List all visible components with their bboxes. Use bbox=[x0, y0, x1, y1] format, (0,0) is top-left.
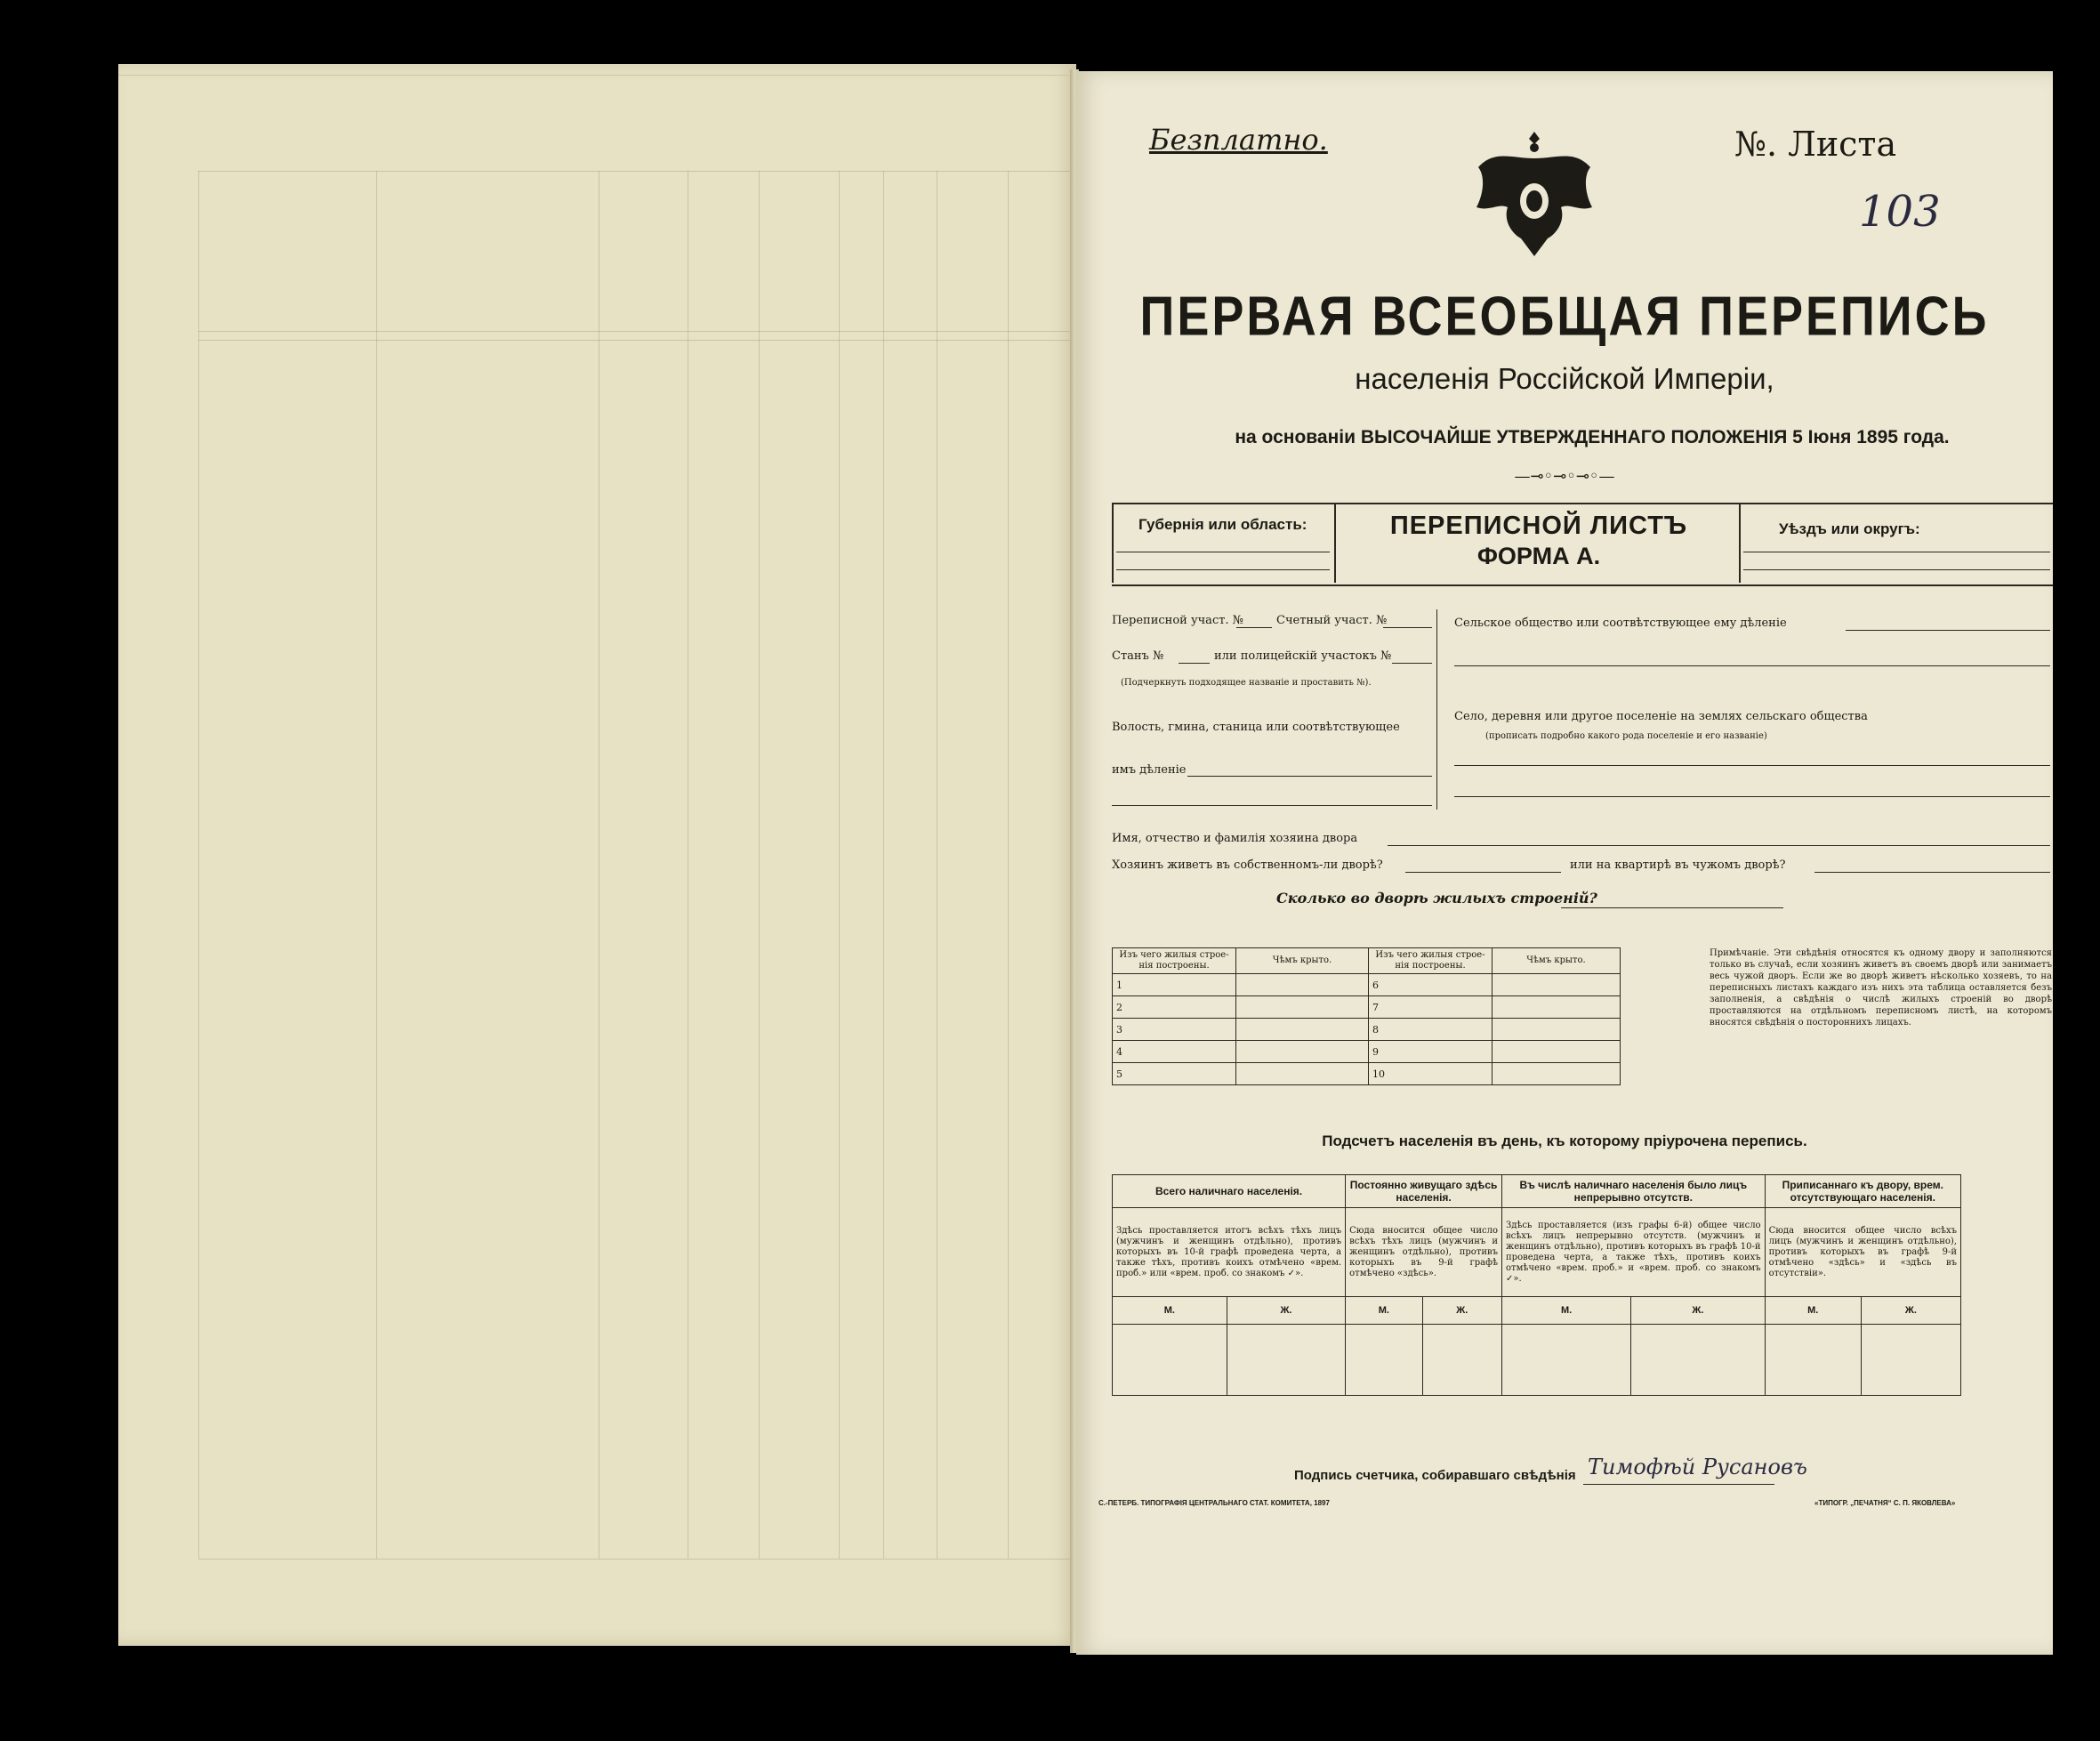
or-apartment-field[interactable] bbox=[1814, 872, 2050, 873]
male-header: М. bbox=[1346, 1297, 1422, 1325]
imperial-eagle-icon bbox=[1468, 123, 1601, 265]
stan-label: Станъ № bbox=[1112, 649, 1164, 663]
village-field-2[interactable] bbox=[1454, 796, 2050, 797]
male-header: М. bbox=[1765, 1297, 1861, 1325]
box-rule bbox=[1334, 503, 1336, 583]
col-what-header: Изъ чего жилыя строе-нія построены. bbox=[1113, 948, 1236, 974]
row-num: 10 bbox=[1369, 1063, 1493, 1085]
ghost-rule bbox=[376, 171, 377, 1559]
ornament-divider: —⊸◦⊸◦⊸◦— bbox=[1514, 467, 1615, 486]
row-num: 9 bbox=[1369, 1041, 1493, 1063]
form-variant: ФОРМА А. bbox=[1476, 543, 1601, 569]
counting-section-field[interactable] bbox=[1383, 627, 1432, 628]
male-header: М. bbox=[1113, 1297, 1227, 1325]
count-col-2-head: Постоянно живущаго здѣсь населенія. bbox=[1346, 1175, 1502, 1208]
police-section-field[interactable] bbox=[1392, 663, 1432, 664]
roof-cell[interactable] bbox=[1493, 1019, 1621, 1041]
count-col-4-head: Приписаннаго къ двору, врем. отсутствующаго населенія. bbox=[1765, 1175, 1960, 1208]
count-cell[interactable] bbox=[1346, 1325, 1422, 1396]
row-num: 7 bbox=[1369, 996, 1493, 1019]
ghost-rule bbox=[198, 171, 199, 1559]
census-section-label: Переписной участ. № bbox=[1112, 614, 1243, 627]
col-what-header-2: Изъ чего жилыя строе-нія построены. bbox=[1369, 948, 1493, 974]
gubernia-field-2[interactable] bbox=[1116, 569, 1330, 570]
left-page bbox=[118, 64, 1076, 1646]
count-table bbox=[1112, 1174, 1961, 1396]
signature-value: Тимофѣй Русановъ bbox=[1588, 1455, 1807, 1479]
printer-right: «ТИПОГР. „ПЕЧАТНЯ“ С. П. ЯКОВЛЕВА» bbox=[1814, 1499, 1956, 1507]
signature-field[interactable] bbox=[1583, 1484, 1774, 1485]
rural-society-field-2[interactable] bbox=[1454, 665, 2050, 666]
count-cell[interactable] bbox=[1502, 1325, 1631, 1396]
row-num: 6 bbox=[1369, 974, 1493, 996]
count-col-1-head: Всего наличнаго населенія. bbox=[1113, 1175, 1346, 1208]
count-cell[interactable] bbox=[1422, 1325, 1501, 1396]
female-header: Ж. bbox=[1861, 1297, 1960, 1325]
buildings-table bbox=[1112, 947, 1621, 1085]
roof-cell[interactable] bbox=[1236, 974, 1369, 996]
col-roof-header-2: Чѣмъ крыто. bbox=[1493, 948, 1621, 974]
volost-field[interactable] bbox=[1187, 776, 1432, 777]
sheet-number-value: 103 bbox=[1859, 187, 1941, 237]
roof-cell[interactable] bbox=[1493, 996, 1621, 1019]
sheet-number-label: №. Листа bbox=[1734, 125, 1897, 164]
row-num: 2 bbox=[1113, 996, 1236, 1019]
ghost-rule bbox=[1008, 171, 1009, 1559]
count-cell[interactable] bbox=[1113, 1325, 1227, 1396]
rural-society-label: Сельское общество или соотвѣтствующее ему дѣленіе bbox=[1454, 617, 1787, 630]
police-section-label: или полицейскій участокъ № bbox=[1214, 649, 1392, 663]
printer-left: С.-ПЕТЕРБ. ТИПОГРАФІЯ ЦЕНТРАЛЬНАГО СТАТ. КОМИТЕТА, 1897 bbox=[1098, 1499, 1330, 1507]
signature-label: Подпись счетчика, собиравшаго свѣдѣнія bbox=[1294, 1468, 1576, 1483]
count-title: Подсчетъ населенія въ день, къ которому пріурочена перепись. bbox=[1322, 1132, 1807, 1149]
volost-field-2[interactable] bbox=[1112, 805, 1432, 806]
roof-cell[interactable] bbox=[1236, 996, 1369, 1019]
ghost-rule bbox=[883, 171, 884, 1559]
count-col-3-desc: Здѣсь проставляется (изъ графы 6-й) общее число всѣхъ лицъ непрерывно отсутств. (мужчинъ и женщинъ отдѣльно), противъ которыхъ въ графѣ 10-й проведена черта, а также тѣхъ, противъ коихъ отмѣчено «врем. проб.» и «врем. проб. со знакомъ ✓». bbox=[1502, 1208, 1766, 1297]
census-basis: на основаніи ВЫСОЧАЙШЕ УТВЕРЖДЕННАГО ПОЛОЖЕНІЯ 5 Іюня 1895 года. bbox=[1235, 427, 1950, 447]
form-title: ПЕРЕПИСНОЙ ЛИСТЪ bbox=[1389, 512, 1688, 540]
roof-cell[interactable] bbox=[1236, 1041, 1369, 1063]
count-cell[interactable] bbox=[1861, 1325, 1960, 1396]
counting-section-label: Счетный участ. № bbox=[1276, 614, 1388, 627]
ghost-rule bbox=[839, 171, 840, 1559]
roof-cell[interactable] bbox=[1493, 1041, 1621, 1063]
count-col-1-desc: Здѣсь проставляется итогъ всѣхъ тѣхъ лицъ (мужчинъ и женщинъ отдѣльно), противъ которыхъ въ 10-й графѣ проведена черта, а также тѣхъ, противъ коихъ отмѣчено «врем. проб.» или «врем. проб. со знакомъ ✓». bbox=[1113, 1208, 1346, 1297]
row-num: 1 bbox=[1113, 974, 1236, 996]
roof-cell[interactable] bbox=[1493, 1063, 1621, 1085]
volost-label-2: имъ дѣленіе bbox=[1112, 763, 1187, 777]
page-edge bbox=[118, 64, 1076, 76]
owner-lives-field[interactable] bbox=[1405, 872, 1561, 873]
buildings-question: Сколько во дворѣ жилыхъ строеній? bbox=[1276, 890, 1597, 907]
or-apartment-label: или на квартирѣ въ чужомъ дворѣ? bbox=[1570, 858, 1786, 872]
uezd-label: Уѣздъ или округъ: bbox=[1779, 520, 1920, 537]
roof-cell[interactable] bbox=[1236, 1019, 1369, 1041]
count-col-3-head: Въ числѣ наличнаго населенія было лицъ непрерывно отсутств. bbox=[1502, 1175, 1766, 1208]
count-cell[interactable] bbox=[1765, 1325, 1861, 1396]
ghost-rule bbox=[198, 171, 1070, 172]
female-header: Ж. bbox=[1631, 1297, 1765, 1325]
volost-label: Волость, гмина, станица или соотвѣтствующее bbox=[1112, 721, 1400, 734]
count-col-4-desc: Сюда вносится общее число всѣхъ лицъ (мужчинъ и женщинъ отдѣльно), противъ которыхъ въ графѣ 9-й отмѣчено «здѣсь» и «здѣсь въ отсутствіи». bbox=[1765, 1208, 1960, 1297]
male-header: М. bbox=[1502, 1297, 1631, 1325]
free-label: Безплатно. bbox=[1149, 123, 1328, 157]
owner-lives-label: Хозяинъ живетъ въ собственномъ-ли дворѣ? bbox=[1112, 858, 1383, 872]
owner-name-label: Имя, отчество и фамилія хозяина двора bbox=[1112, 832, 1358, 845]
roof-cell[interactable] bbox=[1236, 1063, 1369, 1085]
stan-field[interactable] bbox=[1179, 663, 1210, 664]
census-subtitle: населенія Россійской Имперіи, bbox=[1355, 362, 1774, 395]
box-rule bbox=[1739, 503, 1741, 583]
census-section-field[interactable] bbox=[1236, 627, 1272, 628]
col-roof-header: Чѣмъ крыто. bbox=[1236, 948, 1369, 974]
uezd-field-2[interactable] bbox=[1743, 569, 2050, 570]
row-num: 3 bbox=[1113, 1019, 1236, 1041]
note-text: Примѣчаніе. Эти свѣдѣнія относятся къ одному двору и заполняются только въ случаѣ, если хозяинъ живетъ въ своемъ дворѣ или занимаетъ весь чужой дворъ. Если же во дворѣ живетъ нѣсколько хозяевъ, то на переписныхъ листахъ каждаго изъ нихъ эта таблица оставляется безъ заполненія, а свѣдѣнія о числѣ жилыхъ строеній во дворѣ проставляются на отдѣльномъ переписномъ листѣ, на которомъ вносятся свѣдѣнія о постороннихъ лицахъ. bbox=[1710, 948, 2052, 1028]
ghost-rule bbox=[198, 331, 1070, 332]
underline-note: (Подчеркнуть подходящее названіе и проставить №). bbox=[1121, 678, 1372, 688]
village-field[interactable] bbox=[1454, 765, 2050, 766]
box-rule bbox=[1112, 503, 1114, 583]
count-cell[interactable] bbox=[1631, 1325, 1765, 1396]
row-num: 4 bbox=[1113, 1041, 1236, 1063]
count-col-2-desc: Сюда вносится общее число всѣхъ тѣхъ лицъ (мужчинъ и женщинъ отдѣльно), противъ которыхъ въ 9-й графѣ отмѣчено «здѣсь». bbox=[1346, 1208, 1502, 1297]
ghost-rule bbox=[198, 1559, 1070, 1560]
divider bbox=[1436, 609, 1437, 810]
row-num: 5 bbox=[1113, 1063, 1236, 1085]
female-header: Ж. bbox=[1227, 1297, 1345, 1325]
female-header: Ж. bbox=[1422, 1297, 1501, 1325]
census-title: ПЕРВАЯ ВСЕОБЩАЯ ПЕРЕПИСЬ bbox=[1139, 286, 1990, 348]
right-page bbox=[1076, 71, 2053, 1655]
ghost-rule bbox=[759, 171, 760, 1559]
village-label: Село, деревня или другое поселеніе на землях сельскаго общества bbox=[1454, 710, 1868, 723]
ghost-rule bbox=[198, 340, 1070, 341]
gubernia-label: Губернія или область: bbox=[1139, 516, 1307, 533]
rural-society-field[interactable] bbox=[1846, 630, 2050, 631]
owner-name-field[interactable] bbox=[1388, 845, 2050, 846]
count-cell[interactable] bbox=[1227, 1325, 1345, 1396]
roof-cell[interactable] bbox=[1493, 974, 1621, 996]
buildings-field[interactable] bbox=[1561, 907, 1783, 908]
village-note: (прописать подробно какого рода поселеніе и его названіе) bbox=[1485, 731, 1767, 741]
row-num: 8 bbox=[1369, 1019, 1493, 1041]
